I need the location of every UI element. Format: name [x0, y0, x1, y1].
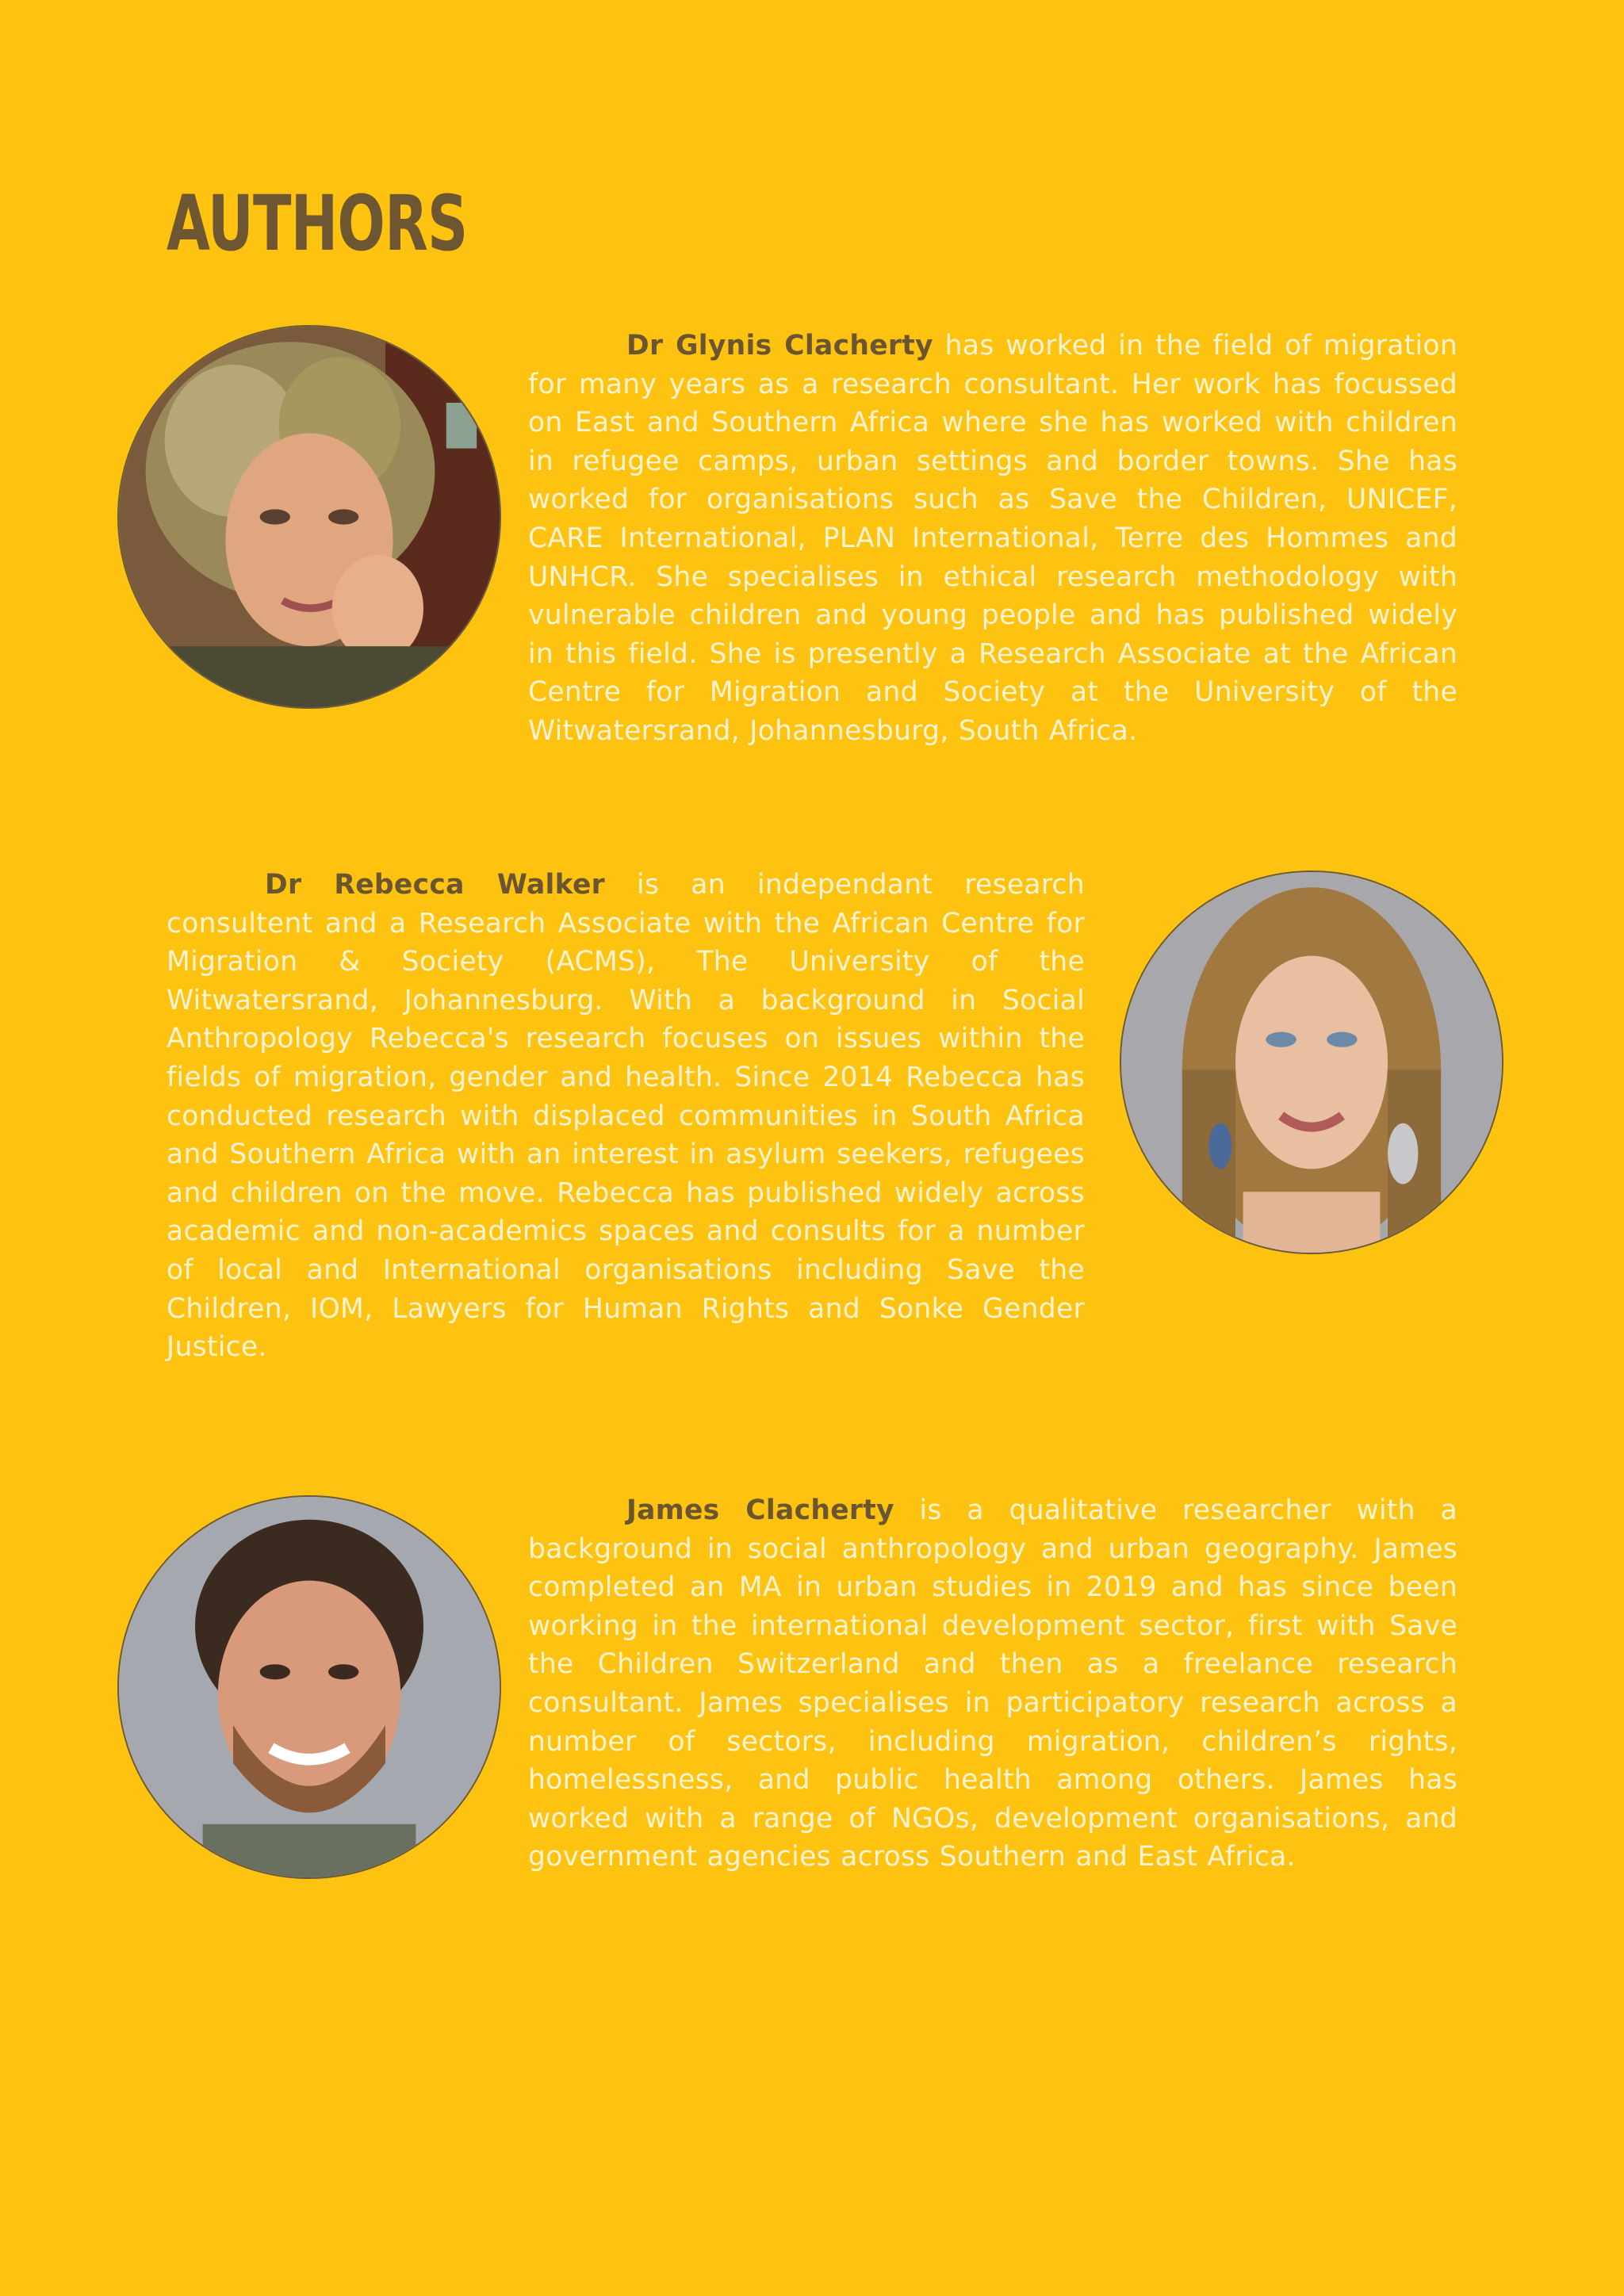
author-name: Dr Glynis Clacherty — [626, 330, 933, 362]
author-bio-text: has worked in the field of migration for many years as a research consultant. Her work has focussed on East and Southern Africa where she has worked with children in refugee camps, urban settings and border towns. She has worked for organisations such as Save the Children, UNICEF, CARE International, PLAN International, Terre des Hommes and UNHCR. She specialises in ethical research methodology with vulnerable children and young people and has published widely in this field. She is presently a Research Associate at the African Centre for Migration and Society at the University of the Witwatersrand, Johannesburg, South Africa. — [528, 330, 1457, 747]
author-photo-glynis-clacherty — [117, 325, 501, 709]
author-photo-james-clacherty — [117, 1495, 501, 1879]
author-name: Dr Rebecca Walker — [265, 869, 605, 901]
page-title: AUTHORS — [167, 179, 468, 268]
author-bio-text: is an independant research consultent and a Research Associate with the African Centre for Migration & Society (ACMS), The University of the Witwatersrand, Johannesburg. With a background in Social Anthropology Rebecca's research focuses on issues within the fields of migration, gender and health. Since 2014 Rebecca has conducted research with displaced communities in South Africa and Southern Africa with an interest in asylum seekers, refugees and children on the move. Rebecca has published widely across academic and non-academics spaces and consults for a number of local and International organisations including Save the Children, IOM, Lawyers for Human Rights and Sonke Gender Justice. — [167, 869, 1085, 1364]
author-bio-glynis-clacherty — [528, 327, 1457, 751]
author-bio-james-clacherty — [528, 1491, 1457, 1877]
author-name: James Clacherty — [626, 1494, 894, 1526]
author-photo-rebecca-walker — [1120, 871, 1503, 1254]
author-bio-text: is a qualitative researcher with a background in social anthropology and urban geography. James completed an MA in urban studies in 2019 and has since been working in the international development sector, first with Save the Children Switzerland and then as a freelance research consultant. James specialises in participatory research across a number of sectors, including migration, children’s rights, homelessness, and public health among others. James has worked with a range of NGOs, development organisations, and government agencies across Southern and East Africa. — [528, 1494, 1458, 1873]
author-bio-rebecca-walker — [167, 866, 1085, 1367]
